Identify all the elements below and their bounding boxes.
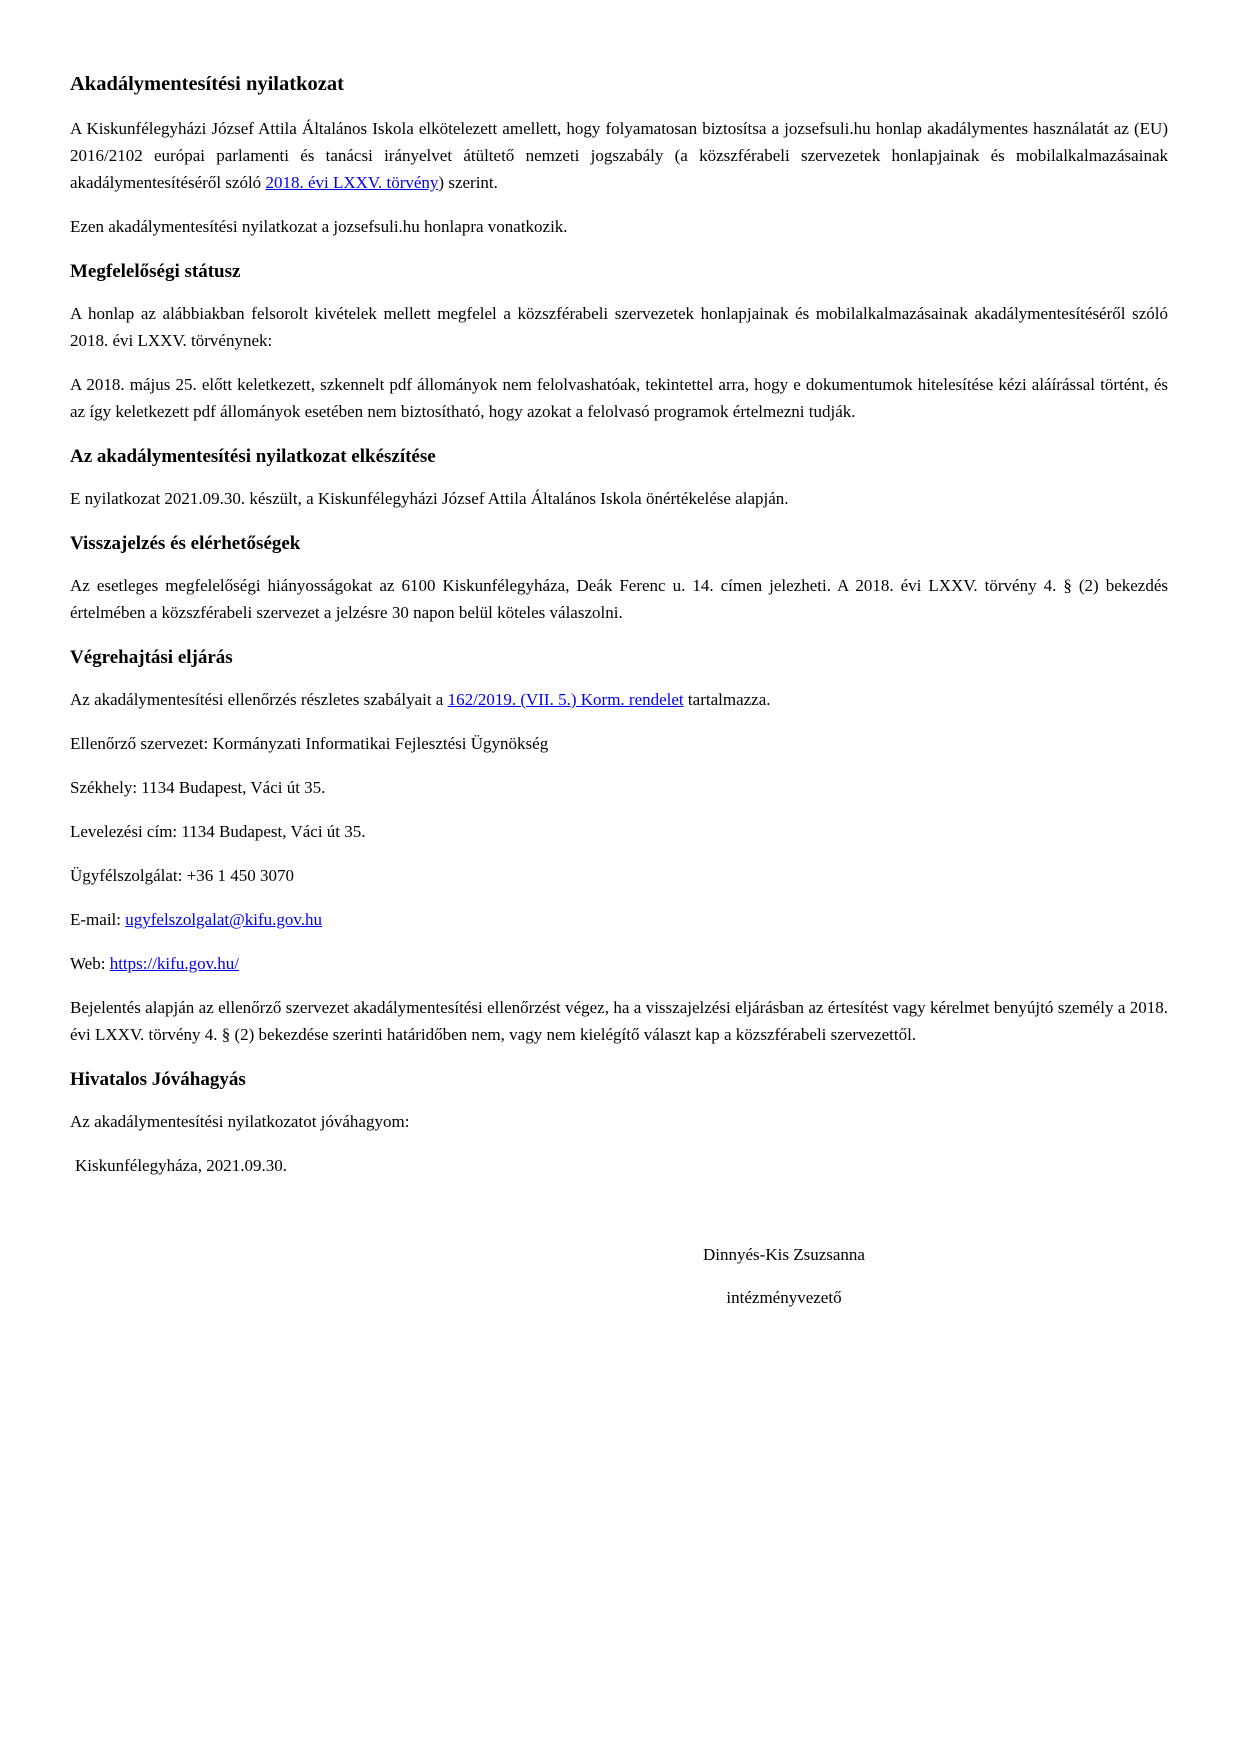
mailing-address-line: Levelezési cím: 1134 Budapest, Váci út 35. bbox=[70, 822, 366, 841]
email-label: E-mail: bbox=[70, 910, 126, 929]
enforcement-rules-paragraph bbox=[70, 686, 1168, 713]
signer-title: intézményvezető bbox=[726, 1288, 842, 1307]
web-link[interactable]: https://kifu.gov.hu/ bbox=[109, 954, 239, 973]
official-approval-heading: Hivatalos Jóváhagyás bbox=[70, 1069, 246, 1090]
web-label: Web: bbox=[70, 954, 110, 973]
preparation-paragraph: E nyilatkozat 2021.09.30. készült, a Kiskunfélegyházi József Attila Általános Iskola önértékelése alapján. bbox=[70, 489, 789, 508]
signature-block bbox=[400, 1241, 1168, 1311]
scope-paragraph: Ezen akadálymentesítési nyilatkozat a jozsefsuli.hu honlapra vonatkozik. bbox=[70, 217, 568, 236]
compliance-status-heading: Megfelelőségi státusz bbox=[70, 261, 241, 282]
intro-paragraph bbox=[70, 115, 1168, 196]
law-2018-lxxv-link[interactable]: 2018. évi LXXV. törvény bbox=[265, 173, 439, 192]
headquarters-line: Székhely: 1134 Budapest, Váci út 35. bbox=[70, 778, 326, 797]
section-official-approval bbox=[70, 1066, 1168, 1311]
intro-text-before-link: A Kiskunfélegyházi József Attila Általános Iskola elkötelezett amellett, hogy folyamatosan biztosítsa a jozsefsuli.hu honlap akadálymentes használatát az (EU) 2016/2102 európai parlamenti és tanácsi irányelvet átültető nemzeti jogszabály (a közszférabeli szervezetek honlapjainak és mobilalkalmazásainak akadálymentesítéséről szóló bbox=[70, 119, 1168, 192]
signer-name: Dinnyés-Kis Zsuzsanna bbox=[703, 1245, 865, 1264]
intro-text-after-link: ) szerint. bbox=[438, 173, 498, 192]
section-enforcement-procedure bbox=[70, 644, 1168, 1048]
enforcement-heading: Végrehajtási eljárás bbox=[70, 647, 233, 668]
email-line bbox=[70, 906, 1168, 933]
web-line bbox=[70, 950, 1168, 977]
section-statement-preparation bbox=[70, 443, 1168, 512]
document-title: Akadálymentesítési nyilatkozat bbox=[70, 73, 344, 95]
customer-service-phone-line: Ügyfélszolgálat: +36 1 450 3070 bbox=[70, 866, 294, 885]
enforcement-text-after-link: tartalmazza. bbox=[683, 690, 771, 709]
korm-rendelet-link[interactable]: 162/2019. (VII. 5.) Korm. rendelet bbox=[447, 690, 684, 709]
pdf-exception-paragraph: A 2018. május 25. előtt keletkezett, szkennelt pdf állományok nem felolvashatóak, tekintettel arra, hogy e dokumentumok hitelesítése kézi aláírással történt, és az így keletkezett pdf állományok esetében nem biztosítható, hogy azokat a felolvasó programok értelmezni tudják. bbox=[70, 375, 1168, 421]
feedback-paragraph: Az esetleges megfelelőségi hiányosságokat az 6100 Kiskunfélegyháza, Deák Ferenc u. 14. címen jelezheti. A 2018. évi LXXV. törvény 4. § (2) bekezdés értelmében a közszférabeli szervezet a jelzésre 30 napon belül köteles válaszolni. bbox=[70, 576, 1168, 622]
place-date-line: Kiskunfélegyháza, 2021.09.30. bbox=[75, 1156, 287, 1175]
compliance-paragraph: A honlap az alábbiakban felsorolt kivételek mellett megfelel a közszférabeli szervezetek honlapjainak és mobilalkalmazásainak akadálymentesítéséről szóló 2018. évi LXXV. törvénynek: bbox=[70, 304, 1168, 350]
section-feedback-contact bbox=[70, 530, 1168, 626]
enforcement-text-before-link: Az akadálymentesítési ellenőrzés részletes szabályait a bbox=[70, 690, 448, 709]
feedback-contact-heading: Visszajelzés és elérhetőségek bbox=[70, 533, 301, 554]
approval-statement-paragraph: Az akadálymentesítési nyilatkozatot jóváhagyom: bbox=[70, 1112, 410, 1131]
section-compliance-status bbox=[70, 258, 1168, 425]
statement-preparation-heading: Az akadálymentesítési nyilatkozat elkészítése bbox=[70, 446, 436, 467]
email-link[interactable]: ugyfelszolgalat@kifu.gov.hu bbox=[125, 910, 323, 929]
supervisory-body-line: Ellenőrző szervezet: Kormányzati Informatikai Fejlesztési Ügynökség bbox=[70, 734, 549, 753]
report-procedure-paragraph: Bejelentés alapján az ellenőrző szervezet akadálymentesítési ellenőrzést végez, ha a visszajelzési eljárásban az értesítést vagy kérelmet benyújtó személy a 2018. évi LXXV. törvény 4. § (2) bekezdése szerinti határidőben nem, vagy nem kielégítő választ kap a közszférabeli szervezettől. bbox=[70, 998, 1168, 1044]
